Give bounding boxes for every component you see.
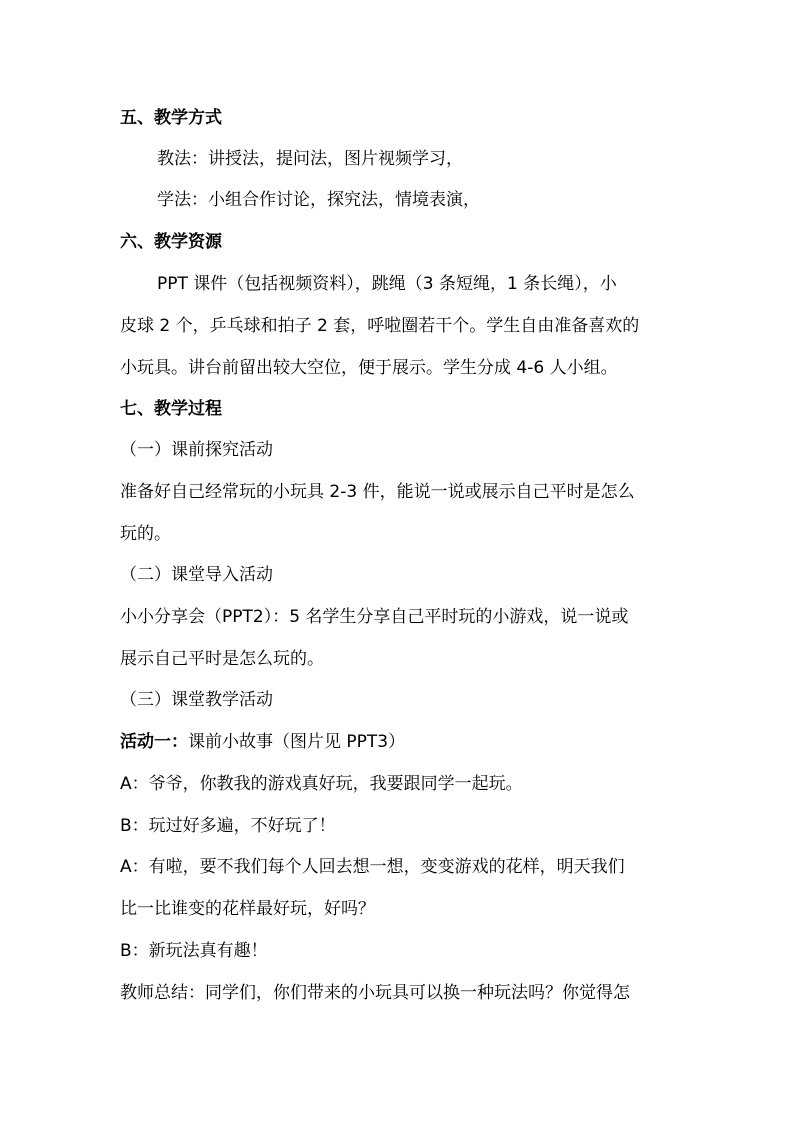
teaching-method-line: 教法：讲授法，提问法，图片视频学习， — [157, 149, 463, 169]
part-1-line-1: 准备好自己经常玩的小玩具 2-3 件，能说一说或展示自己平时是怎么 — [120, 482, 635, 502]
activity-1-label: 活动一： — [120, 732, 188, 752]
resources-line-3: 小玩具。讲台前留出较大空位，便于展示。学生分成 4-6 人小组。 — [120, 358, 618, 378]
dialogue-line-4: 比一比谁变的花样最好玩，好吗？ — [120, 899, 375, 919]
part-2-line-1: 小小分享会（PPT2）：5 名学生分享自己平时玩的小游戏，说一说或 — [120, 607, 629, 627]
part-2-line-2: 展示自己平时是怎么玩的。 — [120, 649, 324, 669]
dialogue-line-2: B：玩过好多遍，不好玩了！ — [120, 816, 336, 836]
resources-line-1: PPT 课件（包括视频资料），跳绳（3 条短绳，1 条长绳），小 — [157, 274, 617, 294]
activity-1-line — [120, 731, 680, 753]
part-2-heading: （二）课堂导入活动 — [120, 565, 273, 585]
resources-line-2: 皮球 2 个，乒乓球和拍子 2 套，呼啦圈若干个。学生自由准备喜欢的 — [120, 316, 640, 336]
part-1-line-2: 玩的。 — [120, 524, 171, 544]
learning-method-line: 学法：小组合作讨论，探究法，情境表演， — [157, 190, 480, 210]
dialogue-line-1: A：爷爷，你教我的游戏真好玩，我要跟同学一起玩。 — [120, 774, 523, 794]
dialogue-line-3: A：有啦，要不我们每个人回去想一想，变变游戏的花样，明天我们 — [120, 857, 625, 877]
section-5-heading: 五、教学方式 — [120, 108, 222, 128]
section-6-heading: 六、教学资源 — [120, 232, 222, 252]
dialogue-line-5: B：新玩法真有趣！ — [120, 941, 268, 961]
teacher-summary-line: 教师总结：同学们，你们带来的小玩具可以换一种玩法吗？你觉得怎 — [120, 983, 630, 1003]
activity-1-title: 课前小故事（图片见 PPT3） — [188, 732, 406, 752]
section-7-heading: 七、教学过程 — [120, 399, 222, 419]
part-3-heading: （三）课堂教学活动 — [120, 690, 273, 710]
part-1-heading: （一）课前探究活动 — [120, 440, 273, 460]
